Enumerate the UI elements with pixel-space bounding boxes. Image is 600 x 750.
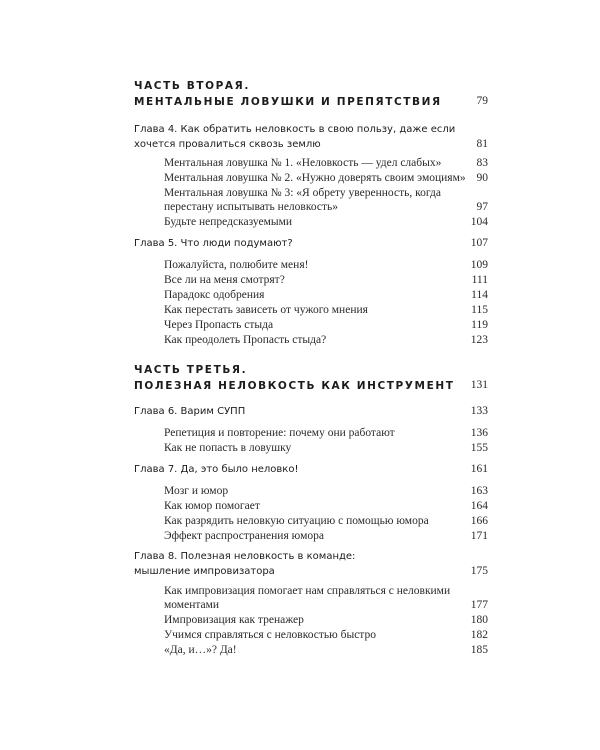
- part-3-page: 131: [470, 379, 488, 391]
- chapter-4-title: Глава 4. Как обратить неловкость в свою пользу, даже если: [134, 124, 456, 135]
- chapter-4-page: 81: [476, 138, 488, 150]
- section-title: Через Пропасть стыда: [164, 319, 274, 331]
- part-2-title: МЕНТАЛЬНЫЕ ЛОВУШКИ И ПРЕПЯТСТВИЯ: [134, 96, 442, 108]
- section-title: Будьте непредсказуемыми: [164, 216, 293, 228]
- section-page: 104: [470, 216, 488, 228]
- chapter-4-title-cont: хочется провалиться сквозь землю: [134, 139, 321, 150]
- chapter-5-title: Глава 5. Что люди подумают?: [134, 238, 293, 249]
- section-title: Как преодолеть Пропасть стыда?: [164, 334, 327, 346]
- part-2-number: ЧАСТЬ ВТОРАЯ.: [134, 80, 250, 92]
- section-page: 115: [471, 304, 488, 316]
- section-page: 97: [476, 201, 488, 213]
- section-page: 166: [470, 515, 488, 527]
- section-page: 185: [470, 644, 488, 656]
- part-3-title: ПОЛЕЗНАЯ НЕЛОВКОСТЬ КАК ИНСТРУМЕНТ: [134, 380, 455, 392]
- section-title: Эффект распространения юмора: [164, 530, 324, 542]
- section-title: Ментальная ловушка № 3: «Я обрету уверенность, когда: [164, 187, 441, 199]
- section-title: Как импровизация помогает нам справляться с неловкими: [164, 585, 451, 597]
- section-title: Мозг и юмор: [164, 485, 229, 497]
- section-title: «Да, и…»? Да!: [164, 644, 237, 656]
- section-title-cont: моментами: [164, 599, 220, 611]
- section-title: Парадокс одобрения: [164, 289, 265, 301]
- chapter-8-page: 175: [470, 565, 488, 577]
- section-title: Как перестать зависеть от чужого мнения: [164, 304, 368, 316]
- chapter-6-page: 133: [470, 405, 488, 417]
- section-page: 171: [470, 530, 488, 542]
- part-3-number: ЧАСТЬ ТРЕТЬЯ.: [134, 364, 248, 376]
- section-page: 163: [470, 485, 488, 497]
- section-page: 123: [470, 334, 488, 346]
- section-page: 111: [471, 274, 488, 286]
- section-page: 114: [471, 289, 488, 301]
- section-title: Ментальная ловушка № 1. «Неловкость — удел слабых»: [164, 157, 442, 169]
- section-page: 155: [470, 442, 488, 454]
- section-title: Как разрядить неловкую ситуацию с помощью юмора: [164, 515, 429, 527]
- section-title: Импровизация как тренажер: [164, 614, 304, 626]
- section-title: Репетиция и повторение: почему они работают: [164, 427, 395, 439]
- section-page: 83: [476, 157, 488, 169]
- chapter-7-title: Глава 7. Да, это было неловко!: [134, 464, 299, 475]
- section-title: Учимся справляться с неловкостью быстро: [164, 629, 376, 641]
- chapter-5-page: 107: [470, 237, 488, 249]
- section-page: 182: [470, 629, 488, 641]
- section-page: 90: [476, 172, 488, 184]
- section-page: 109: [470, 259, 488, 271]
- section-page: 180: [470, 614, 488, 626]
- chapter-7-page: 161: [470, 463, 488, 475]
- section-title: Все ли на меня смотрят?: [164, 274, 285, 286]
- section-title-cont: перестану испытывать неловкость»: [164, 201, 339, 213]
- section-title: Ментальная ловушка № 2. «Нужно доверять своим эмоциям»: [164, 172, 466, 184]
- section-page: 177: [470, 599, 488, 611]
- section-title: Как юмор помогает: [164, 500, 260, 512]
- chapter-6-title: Глава 6. Варим СУПП: [134, 406, 246, 417]
- part-2-page: 79: [476, 95, 488, 107]
- section-title: Как не попасть в ловушку: [164, 442, 292, 454]
- chapter-8-title-cont: мышление импровизатора: [134, 566, 275, 577]
- section-page: 136: [470, 427, 488, 439]
- chapter-8-title: Глава 8. Полезная неловкость в команде:: [134, 551, 356, 562]
- section-page: 119: [471, 319, 488, 331]
- section-page: 164: [470, 500, 488, 512]
- section-title: Пожалуйста, полюбите меня!: [164, 259, 309, 271]
